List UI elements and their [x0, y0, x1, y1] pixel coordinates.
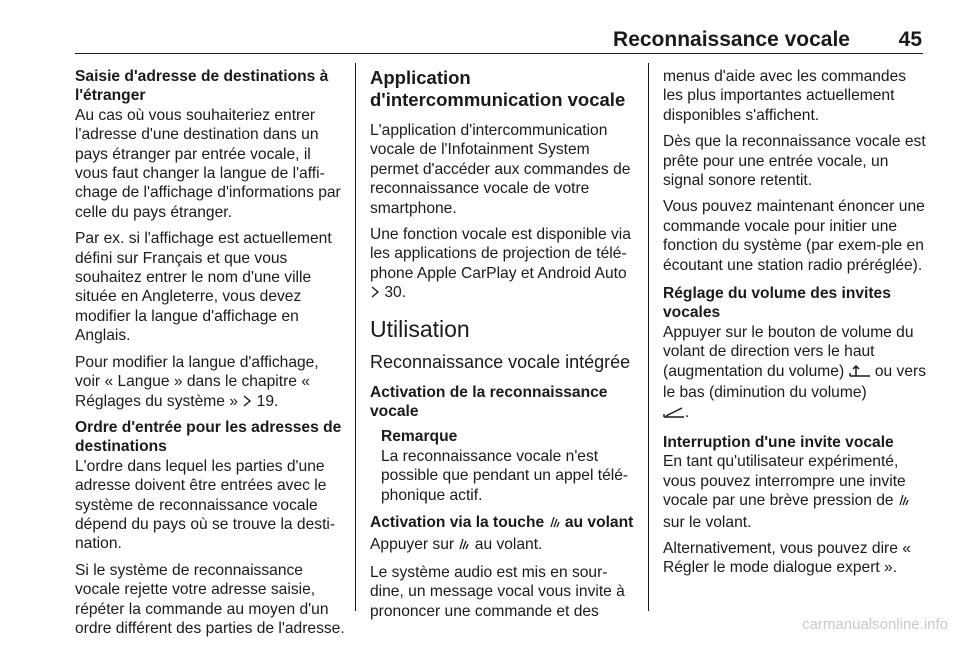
column-2: [370, 67, 635, 628]
page-header: [0, 0, 960, 50]
paragraph: Alternativement, vous pouvez dire « Régler le mode dialogue expert ».: [663, 539, 911, 577]
paragraph-text: .: [685, 403, 690, 421]
paragraph: [75, 353, 347, 411]
paragraph-text: Pour modifier la langue d'affichage, voir « Langue » dans le chapitre « Réglages du système »: [75, 353, 319, 410]
voice-icon: [898, 493, 910, 512]
paragraph: Par ex. si l'affichage est actuellement défini sur Français et que vous souhaitez entrer le nom d'une ville située en Angleterre, vous devez modifier la langue d'affichage en Anglais.: [75, 230, 332, 345]
heading-text: au volant: [564, 514, 634, 532]
header-divider: [75, 53, 923, 54]
heading-passthrough-app: Application d'intercommunication vocale: [370, 67, 626, 110]
paragraph-text: ou vers le bas (diminution du volume): [663, 362, 926, 402]
heading-entry-order: Ordre d'entrée pour les adresses de destinations: [75, 418, 342, 456]
page-number: 45: [898, 28, 922, 51]
paragraph: Vous pouvez maintenant énoncer une commande vocale pour initier une fonction du système (par exem-ple en écoutant une station radio préréglée).: [663, 198, 925, 274]
paragraph: Au cas où vous souhaiteriez entrer l'adresse d'une destination dans un pays étranger par entrée vocale, il vous faut changer la langue de l'affi-chage de l'affichage d'informations par celle du pays étranger.: [75, 106, 341, 221]
heading-text: Activation via la touche: [370, 514, 545, 532]
note-text: La reconnaissance vocale n'est possible que pendant un appel télé-phonique actif.: [381, 447, 629, 504]
paragraph-text: En tant qu'utilisateur expérimenté, vous pouvez interrompre une invite vocale par une brève pression de: [663, 453, 906, 510]
paragraph-text: sur le volant.: [663, 513, 752, 531]
watermark: carmanualsonline.info: [802, 616, 948, 633]
volume-up-icon: [849, 364, 871, 383]
heading-foreign-address: Saisie d'adresse de destinations à l'étranger: [75, 68, 329, 105]
voice-icon: [549, 515, 561, 534]
paragraph-text: au volant.: [474, 535, 543, 553]
paragraph: L'ordre dans lequel les parties d'une adresse doivent être entrées avec le système de reconnaissance vocale dépend du pays où se trouve la desti-nation.: [75, 457, 336, 553]
heading-activation-button: [370, 513, 635, 534]
column-divider: [648, 63, 649, 611]
paragraph: [370, 535, 635, 556]
xref-arrow-icon: [242, 393, 252, 405]
paragraph: [663, 323, 927, 424]
note-box: [370, 427, 635, 505]
paragraph: Si le système de reconnaissance vocale rejette votre adresse saisie, répéter la commande au moyen d'un ordre différent des parties de l'adresse.: [75, 561, 345, 637]
heading-prompt-volume: Réglage du volume des invites vocales: [663, 285, 891, 322]
paragraph-text: Appuyer sur le bouton de volume du volant de direction vers le haut (augmentation du volume): [663, 323, 914, 380]
voice-icon: [458, 537, 470, 556]
heading-usage: Utilisation: [370, 315, 470, 342]
heading-interrupt: Interruption d'une invite vocale: [663, 433, 894, 451]
note-title: Remarque: [381, 428, 458, 446]
paragraph-text: Appuyer sur: [370, 535, 455, 553]
paragraph: [663, 452, 927, 532]
paragraph: Le système audio est mis en sour-dine, un message vocal vous invite à prononcer une commande et des: [370, 563, 625, 620]
column-3: [663, 67, 927, 585]
heading-activation: Activation de la reconnaissance vocale: [370, 383, 608, 421]
heading-integrated: Reconnaissance vocale intégrée: [370, 351, 631, 372]
paragraph-text: Une fonction vocale est disponible via les applications de projection de télé-phone Apple CarPlay et Android Auto: [370, 226, 631, 282]
column-divider: [355, 63, 356, 611]
page-title: Reconnaissance vocale: [613, 28, 850, 51]
volume-down-icon: [663, 405, 685, 424]
paragraph: L'application d'intercommunication vocale de l'Infotainment System permet d'accéder aux commandes de reconnaissance vocale de votre smartphone.: [370, 122, 631, 217]
paragraph: [370, 225, 635, 303]
xref-page[interactable]: 30.: [384, 284, 407, 302]
paragraph: menus d'aide avec les commandes les plus importantes actuellement disponibles s'affichent.: [663, 68, 907, 124]
column-1: [75, 67, 347, 645]
paragraph: Dès que la reconnaissance vocale est prête pour une entrée vocale, un signal sonore retentit.: [663, 133, 926, 190]
xref-arrow-icon: [370, 284, 380, 296]
xref-page[interactable]: 19.: [256, 392, 279, 410]
